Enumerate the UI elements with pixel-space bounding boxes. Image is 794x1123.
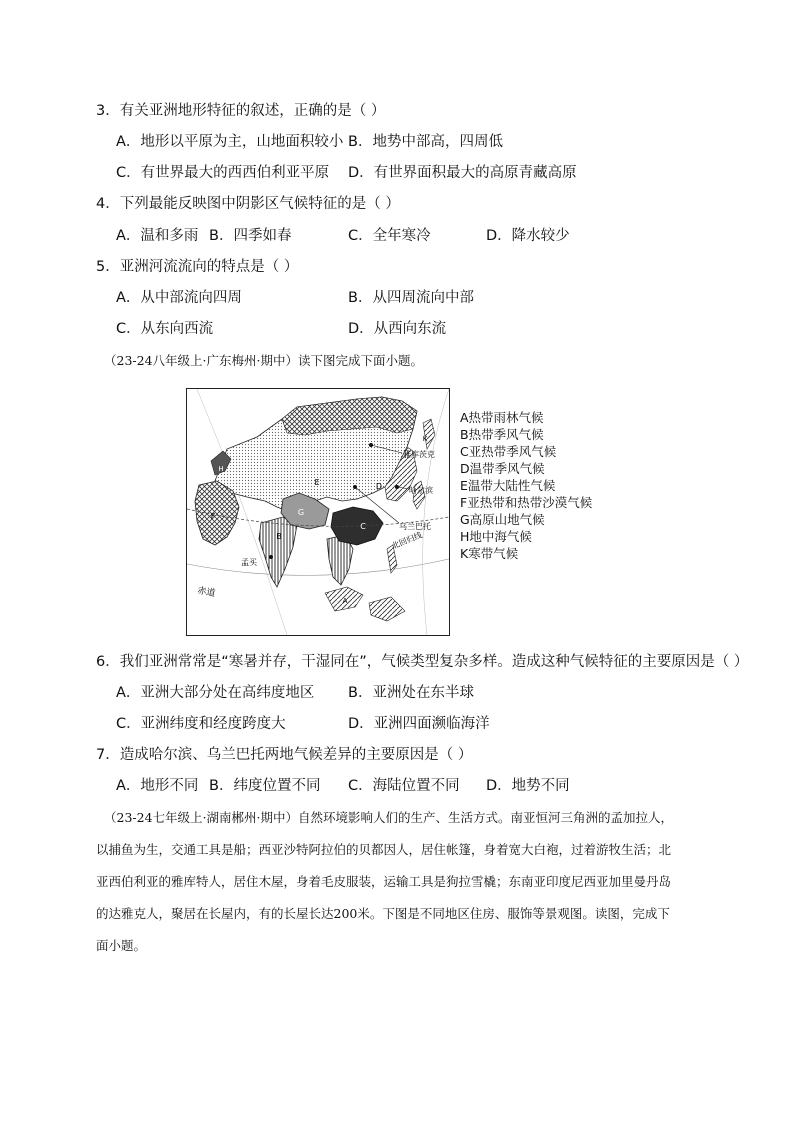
question-3-option-d[interactable]: D．有世界面积最大的高原青藏高原: [348, 165, 577, 181]
section-intro-chenzhou-line2: 以捕鱼为生，交通工具是船；西亚沙特阿拉伯的贝都因人，居住帐篷，身着宽大白袍，过着游牧生活；北: [96, 842, 672, 857]
question-4-option-d[interactable]: D．降水较少: [486, 228, 570, 244]
legend-item-f: F亚热带和热带沙漠气候: [460, 495, 593, 510]
question-5-option-c[interactable]: C．从东向西流: [116, 321, 214, 337]
label-region-f: F: [210, 512, 216, 521]
section-intro-meizhou: （23-24八年级上·广东梅州·期中）读下图完成下面小题。: [104, 353, 423, 368]
label-harbin: 哈尔滨: [409, 486, 433, 495]
label-region-a: A: [342, 597, 348, 605]
label-region-e: E: [314, 478, 320, 487]
question-5-stem: 5．亚洲河流流向的特点是（ ）: [96, 259, 299, 275]
legend-item-b: B热带季风气候: [460, 427, 544, 442]
region-k-cold: [282, 397, 417, 435]
question-4-option-b[interactable]: B．四季如春: [209, 228, 292, 244]
question-6-option-c[interactable]: C．亚洲纬度和经度跨度大: [116, 716, 286, 732]
legend-item-e: E温带大陆性气候: [460, 478, 556, 493]
question-4-option-c[interactable]: C．全年寒冷: [348, 228, 431, 244]
question-4-stem: 4．下列最能反映图中阴影区气候特征的是（ ）: [96, 196, 400, 212]
question-6-option-b[interactable]: B．亚洲处在东半球: [348, 685, 474, 701]
question-6-option-d[interactable]: D．亚洲四面濒临海洋: [348, 716, 490, 732]
equator-line: [187, 559, 449, 575]
label-mumbai: 孟买: [241, 558, 257, 567]
label-region-g: G: [297, 508, 305, 517]
question-7-option-c[interactable]: C．海陆位置不同: [348, 778, 460, 794]
region-b-india: [259, 517, 297, 587]
legend-item-h: H地中海气候: [460, 529, 532, 544]
region-a-islands: [369, 597, 405, 621]
mumbai-marker: [269, 555, 273, 559]
question-7-option-a[interactable]: A．地形不同: [116, 778, 199, 794]
label-tropic: 北回归线: [390, 530, 424, 551]
question-3-option-a[interactable]: A．地形以平原为主，山地面积较小: [116, 134, 344, 150]
question-7-option-d[interactable]: D．地势不同: [486, 778, 570, 794]
label-equator: 赤道: [196, 586, 216, 600]
legend-item-g: G高原山地气候: [460, 512, 545, 527]
label-region-b: B: [276, 532, 282, 541]
label-region-c: C: [360, 522, 366, 531]
question-5-option-d[interactable]: D．从西向东流: [348, 321, 447, 337]
label-yakutsk: 雅库茨克: [403, 450, 435, 459]
legend-item-d: D温带季风气候: [460, 461, 545, 476]
section-intro-chenzhou-line1: （23-24七年级上·湖南郴州·期中）自然环境影响人们的生产、生活方式。南亚恒河三角洲的孟加拉人，: [104, 810, 673, 825]
question-7-stem: 7．造成哈尔滨、乌兰巴托两地气候差异的主要原因是（ ）: [96, 747, 473, 763]
question-3-option-b[interactable]: B．地势中部高，四周低: [348, 134, 503, 150]
label-ulaanbaatar: 乌兰巴托: [399, 522, 431, 531]
section-intro-chenzhou-line3: 亚西伯利亚的雅库特人，居住木屋，身着毛皮服装，运输工具是狗拉雪橇；东南亚印度尼西亚加里曼丹岛: [96, 874, 672, 889]
question-5-option-b[interactable]: B．从四周流向中部: [348, 290, 474, 306]
label-region-k: K: [422, 435, 428, 443]
question-6-stem: 6．我们亚洲常常是“寒暑并存，干湿同在”，气候类型复杂多样。造成这种气候特征的主要原因是（ ）: [96, 654, 749, 670]
question-3-option-c[interactable]: C．有世界最大的西西伯利亚平原: [116, 165, 330, 181]
section-intro-chenzhou-line5: 面小题。: [96, 938, 147, 953]
legend-item-a: A热带雨林气候: [460, 410, 544, 425]
legend-item-c: C亚热带季风气候: [460, 444, 557, 459]
section-intro-chenzhou-line4: 的达雅克人，聚居在长屋内，有的长屋长达200米。下图是不同地区住房、服饰等景观图。读图，完成下: [96, 906, 670, 921]
question-5-option-a[interactable]: A．从中部流向四周: [116, 290, 242, 306]
question-3-stem: 3．有关亚洲地形特征的叙述，正确的是（ ）: [96, 103, 386, 119]
legend-item-k: K寒带气候: [460, 546, 519, 561]
island-kamchatka: [423, 419, 435, 449]
region-f-desert: [195, 481, 239, 545]
question-7-option-b[interactable]: B．纬度位置不同: [209, 778, 321, 794]
label-region-h: H: [218, 465, 224, 473]
question-4-option-a[interactable]: A．温和多雨: [116, 228, 199, 244]
question-6-option-a[interactable]: A．亚洲大部分处在高纬度地区: [116, 685, 315, 701]
asia-climate-map: [186, 388, 450, 636]
label-region-d: D: [375, 482, 383, 491]
